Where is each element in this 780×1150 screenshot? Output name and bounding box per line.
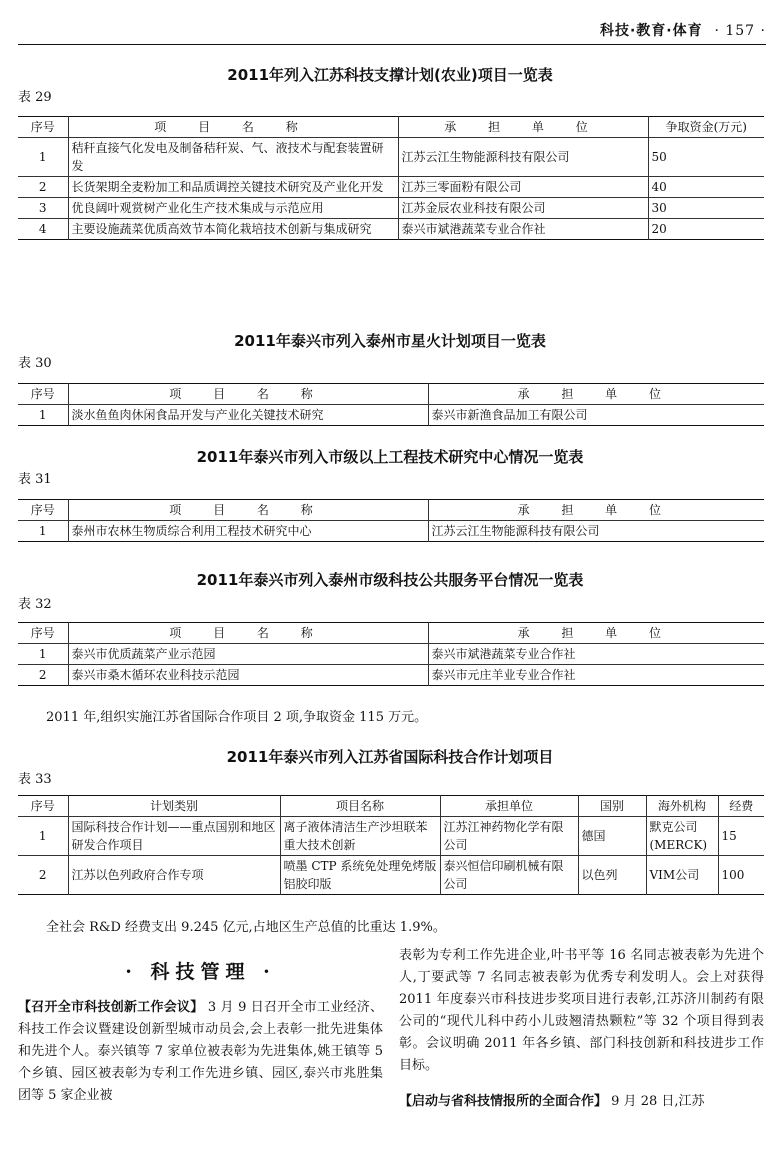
col-header-project: 项 目 名 称 — [68, 500, 428, 521]
table-31-title: 2011年泰兴市列入市级以上工程技术研究中心情况一览表 — [196, 448, 584, 466]
cell-index: 1 — [18, 521, 68, 542]
cell-project: 喷墨 CTP 系统免处理免烤版铝胶印版 — [280, 856, 440, 895]
col-header-unit: 承担单位 — [440, 796, 578, 817]
cell-project: 长货架期全麦粉加工和品质调控关键技术研究及产业化开发 — [68, 177, 398, 198]
cell-country: 德国 — [578, 817, 646, 856]
table-row — [18, 405, 764, 426]
cell-overseas-org: VIM公司 — [646, 856, 718, 895]
table-29-label: 表 29 — [18, 90, 52, 105]
table-row — [18, 644, 764, 665]
cell-plan-type: 江苏以色列政府合作专项 — [68, 856, 280, 895]
col-header-project: 项 目 名 称 — [68, 384, 428, 405]
table-row — [18, 198, 764, 219]
table-header-row — [18, 796, 764, 817]
col-header-index: 序号 — [18, 500, 68, 521]
col-header-project: 项 目 名 称 — [68, 117, 398, 138]
table-header-row — [18, 117, 764, 138]
table-30 — [18, 383, 764, 426]
col-header-country: 国别 — [578, 796, 646, 817]
cell-unit: 江苏三零面粉有限公司 — [398, 177, 648, 198]
col-header-unit: 承 担 单 位 — [428, 384, 764, 405]
cell-country: 以色列 — [578, 856, 646, 895]
cell-funding: 40 — [648, 177, 764, 198]
cell-funding: 20 — [648, 219, 764, 240]
col-header-unit: 承 担 单 位 — [398, 117, 648, 138]
table-32 — [18, 622, 764, 686]
col-header-project: 项 目 名 称 — [68, 623, 428, 644]
article-meeting — [18, 997, 383, 1107]
cell-unit: 泰兴恒信印刷机械有限公司 — [440, 856, 578, 895]
table-32-title: 2011年泰兴市列入泰州市级科技公共服务平台情况一览表 — [196, 571, 584, 589]
table-header-row — [18, 384, 764, 405]
cell-unit: 江苏江神药物化学有限公司 — [440, 817, 578, 856]
table-31 — [18, 499, 764, 542]
article-text: 9 月 28 日,江苏 — [611, 1094, 705, 1109]
cell-project: 泰州市农林生物质综合利用工程技术研究中心 — [68, 521, 428, 542]
cell-index: 2 — [18, 177, 68, 198]
col-header-unit: 承 担 单 位 — [428, 623, 764, 644]
running-header — [600, 20, 766, 40]
cell-unit: 泰兴市元庄羊业专业合作社 — [428, 665, 764, 686]
section-name: 科技·教育·体育 — [599, 23, 703, 39]
cell-funding: 50 — [648, 138, 764, 177]
table-header-row — [18, 500, 764, 521]
cell-project: 泰兴市桑木循环农业科技示范园 — [68, 665, 428, 686]
cell-plan-type: 国际科技合作计划——重点国别和地区研发合作项目 — [68, 817, 280, 856]
cell-project: 泰兴市优质蔬菜产业示范园 — [68, 644, 428, 665]
table-row — [18, 138, 764, 177]
table-header-row — [18, 623, 764, 644]
table-32-label: 表 32 — [18, 597, 52, 612]
left-column — [18, 945, 383, 1107]
col-header-overseas-org: 海外机构 — [646, 796, 718, 817]
table-row — [18, 177, 764, 198]
table-33-label: 表 33 — [18, 772, 52, 787]
col-header-index: 序号 — [18, 623, 68, 644]
page-header — [18, 18, 766, 45]
col-header-project: 项目名称 — [280, 796, 440, 817]
cell-index: 2 — [18, 856, 68, 895]
cell-index: 4 — [18, 219, 68, 240]
table-33 — [18, 795, 764, 895]
cell-funding: 15 — [718, 817, 764, 856]
cell-index: 1 — [18, 138, 68, 177]
col-header-index: 序号 — [18, 796, 68, 817]
paragraph-intl-cooperation: 2011 年,组织实施江苏省国际合作项目 2 项,争取资金 115 万元。 — [46, 710, 428, 725]
cell-project: 离子液体清洁生产沙坦联苯重大技术创新 — [280, 817, 440, 856]
cell-unit: 泰兴市新渔食品加工有限公司 — [428, 405, 764, 426]
cell-index: 2 — [18, 665, 68, 686]
table-row — [18, 665, 764, 686]
cell-unit: 泰兴市斌港蔬菜专业合作社 — [428, 644, 764, 665]
col-header-funding: 争取资金(万元) — [648, 117, 764, 138]
cell-unit: 泰兴市斌港蔬菜专业合作社 — [398, 219, 648, 240]
col-header-index: 序号 — [18, 117, 68, 138]
table-row — [18, 856, 764, 895]
cell-index: 1 — [18, 817, 68, 856]
section-title: · 科技管理 · — [125, 961, 276, 983]
paragraph-rd-expenditure: 全社会 R&D 经费支出 9.245 亿元,占地区生产总值的比重达 1.9%。 — [46, 920, 446, 935]
table-29-title: 2011年列入江苏科技支撑计划(农业)项目一览表 — [227, 66, 553, 84]
cell-unit: 江苏金辰农业科技有限公司 — [398, 198, 648, 219]
article-heading: 【召开全市科技创新工作会议】 — [18, 1000, 204, 1015]
article-text: 3 月 9 日召开全市工业经济、科技工作会议暨建设创新型城市动员会,会上表彰一批先进集体和先进个人。泰兴镇等 7 家单位被表彰为先进集体,姚王镇等 5 个乡镇、园区被表彰为专利工作先进乡镇、园区,泰兴市兆胜集团等 5 家企业被 — [18, 1000, 383, 1103]
table-33-title: 2011年泰兴市列入江苏省国际科技合作计划项目 — [226, 748, 554, 766]
cell-index: 1 — [18, 405, 68, 426]
article-continuation: 表彰为专利工作先进企业,叶书平等 16 名同志被表彰为先进个人,丁要武等 7 名同志被表彰为优秀专利发明人。会上对获得 2011 年度泰兴市科技进步奖项目进行表彰,江苏济川制药有限公司的“现代儿科中药小儿豉翘清热颗粒”等 32 个项目得到表彰。会议明确 2011 年各乡镇、部门科技创新和科技进步工作目标。 — [399, 948, 764, 1073]
table-row — [18, 817, 764, 856]
cell-project: 淡水鱼鱼肉休闲食品开发与产业化关键技术研究 — [68, 405, 428, 426]
table-30-title: 2011年泰兴市列入泰州市星火计划项目一览表 — [234, 332, 546, 350]
cell-unit: 江苏云江生物能源科技有限公司 — [428, 521, 764, 542]
col-header-plan-type: 计划类别 — [68, 796, 280, 817]
right-column — [399, 945, 764, 1113]
col-header-funding: 经费 — [718, 796, 764, 817]
cell-funding: 30 — [648, 198, 764, 219]
cell-overseas-org: 默克公司(MERCK) — [646, 817, 718, 856]
cell-project: 优良阔叶观赏树产业化生产技术集成与示范应用 — [68, 198, 398, 219]
cell-funding: 100 — [718, 856, 764, 895]
col-header-index: 序号 — [18, 384, 68, 405]
article-cooperation — [399, 1091, 764, 1113]
cell-project: 秸秆直接气化发电及制备秸秆炭、气、液技术与配套装置研发 — [68, 138, 398, 177]
cell-project: 主要设施蔬菜优质高效节本简化栽培技术创新与集成研究 — [68, 219, 398, 240]
page-number: · 157 · — [714, 23, 766, 39]
table-row — [18, 521, 764, 542]
table-30-label: 表 30 — [18, 356, 52, 371]
cell-index: 3 — [18, 198, 68, 219]
table-31-label: 表 31 — [18, 472, 52, 487]
article-heading: 【启动与省科技情报所的全面合作】 — [399, 1094, 608, 1109]
cell-index: 1 — [18, 644, 68, 665]
cell-unit: 江苏云江生物能源科技有限公司 — [398, 138, 648, 177]
table-row — [18, 219, 764, 240]
col-header-unit: 承 担 单 位 — [428, 500, 764, 521]
table-29 — [18, 116, 764, 240]
